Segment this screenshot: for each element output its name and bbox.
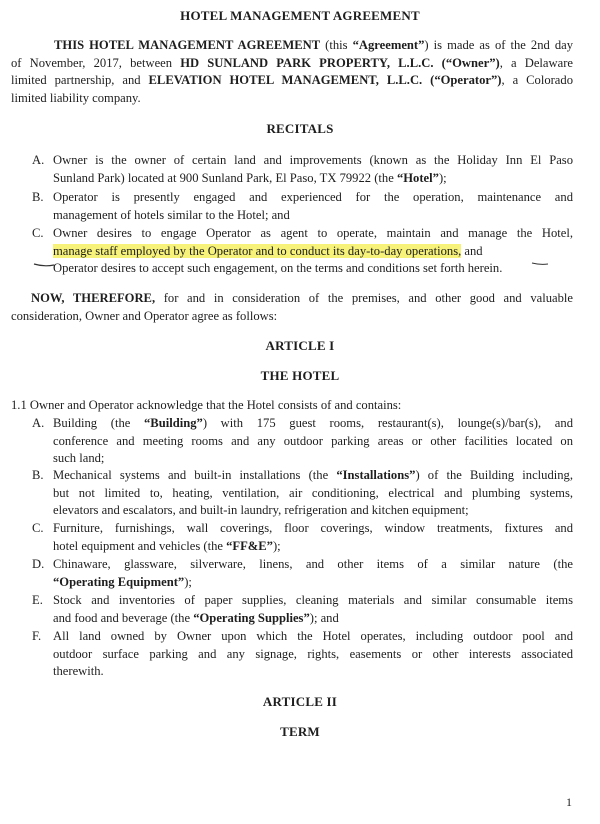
recital-a-label: A. bbox=[32, 153, 45, 167]
item-d: Chinaware, glassware, silverware, linens, and other items of a similar nature (the “Operating Equipment”); bbox=[53, 557, 573, 589]
item-e: Stock and inventories of paper supplies, cleaning materials and similar consumable items and food and beverage (the “Operating Supplies”); and bbox=[53, 593, 573, 625]
article-2-heading: ARTICLE II bbox=[262, 694, 338, 709]
article-2-title: TERM bbox=[280, 724, 320, 739]
item-c-label: C. bbox=[32, 521, 44, 535]
pen-underline-mark bbox=[32, 262, 552, 270]
recital-b: Operator is presently engaged and experienced for the operation, maintenance and management of hotels similar to the Hotel; and bbox=[53, 190, 573, 222]
item-e-label: E. bbox=[32, 593, 43, 607]
highlighted-text: manage staff employed by the Operator and to conduct its day-to-day operations, bbox=[53, 243, 462, 258]
item-b-label: B. bbox=[32, 468, 44, 482]
item-a: Building (the “Building”) with 175 guest rooms, restaurant(s), lounge(s)/bar(s), and conference and meeting rooms and any outdoor parking areas or other facilities located on such land; bbox=[53, 416, 573, 465]
item-c: Furniture, furnishings, wall coverings, floor coverings, window treatments, fixtures and hotel equipment and vehicles (the “FF&E”); bbox=[53, 521, 573, 553]
recitals-heading: RECITALS bbox=[266, 121, 334, 136]
recital-c: Owner desires to engage Operator as agent to operate, maintain and manage the Hotel, manage staff employed by the Operator and to conduct its day-to-day operations, and Operator desires to accept such engagement, on the terms and conditions set forth herein. bbox=[53, 226, 573, 275]
item-d-label: D. bbox=[32, 557, 45, 571]
now-therefore-paragraph: NOW, THEREFORE, for and in consideration of the premises, and other good and valuable consideration, Owner and Operator agree as follows: bbox=[11, 291, 574, 323]
recital-b-label: B. bbox=[32, 190, 44, 204]
item-b: Mechanical systems and built-in installations (the “Installations”) of the Building including, but not limited to, heating, ventilation, air conditioning, electrical and plumbing systems, elevators and escalators, and built-in laundry, refrigeration and kitchen equipment; bbox=[53, 468, 573, 517]
recital-a: Owner is the owner of certain land and improvements (known as the Holiday Inn El Paso Sunland Park) located at 900 Sunland Park, El Paso, TX 79922 (the “Hotel”); bbox=[53, 153, 573, 185]
page-number: 1 bbox=[566, 795, 572, 809]
item-a-label: A. bbox=[32, 416, 45, 430]
intro-paragraph: THIS HOTEL MANAGEMENT AGREEMENT (this “Agreement”) is made as of the 2nd day of November, 2017, between HD SUNLAND PARK PROPERTY, L.L.C. (“Owner”), a Delaware limited partnership, and ELEVATION HOTEL MANAGEMENT, L.L.C. (“Operator”), a Colorado limited liability company. bbox=[11, 38, 574, 105]
item-f: All land owned by Owner upon which the Hotel operates, including outdoor pool and outdoor surface parking and any signage, rights, easements or other interests associated therewith. bbox=[53, 629, 573, 678]
item-f-label: F. bbox=[32, 629, 42, 643]
document-title: HOTEL MANAGEMENT AGREEMENT bbox=[180, 8, 420, 23]
recital-c-label: C. bbox=[32, 226, 44, 240]
article-1-heading: ARTICLE I bbox=[265, 338, 335, 353]
section-1-1: 1.1 Owner and Operator acknowledge that the Hotel consists of and contains: bbox=[11, 398, 402, 412]
article-1-title: THE HOTEL bbox=[260, 368, 340, 383]
